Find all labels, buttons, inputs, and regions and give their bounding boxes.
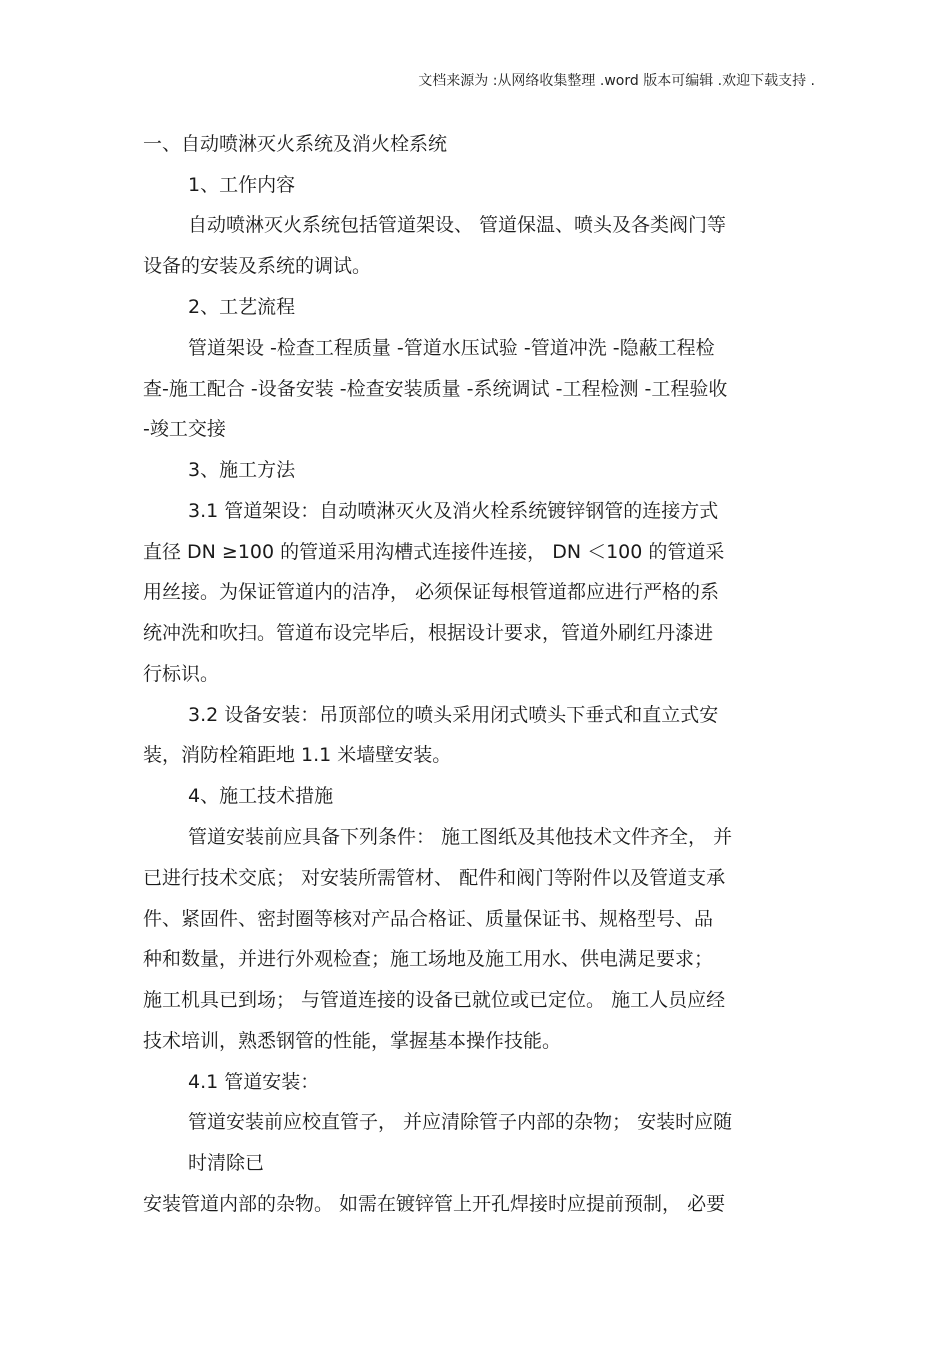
paragraph-line: 3.1 管道架设：自动喷淋灭火及消火栓系统镀锌钢管的连接方式 <box>188 500 719 522</box>
subsection-heading: 1、工作内容 <box>188 174 296 196</box>
paragraph-line: 时清除已 <box>188 1152 265 1174</box>
subsection-heading: 2、工艺流程 <box>188 296 296 318</box>
paragraph-line: 直径 DN ≥100 的管道采用沟槽式连接件连接， DN ＜100 的管道采 <box>143 541 725 563</box>
paragraph-line: 自动喷淋灭火系统包括管道架设、 管道保温、喷头及各类阀门等 <box>188 214 727 236</box>
subsection-heading: 3、施工方法 <box>188 459 296 481</box>
paragraph-line: 管道架设 -检查工程质量 -管道水压试验 -管道冲洗 -隐蔽工程检 <box>188 337 715 359</box>
paragraph-line: 3.2 设备安装：吊顶部位的喷头采用闭式喷头下垂式和直立式安 <box>188 704 719 726</box>
page-header-note: 文档来源为 :从网络收集整理 .word 版本可编辑 .欢迎下载支持 . <box>418 73 815 89</box>
paragraph-line: 施工机具已到场； 与管道连接的设备已就位或已定位。 施工人员应经 <box>143 989 726 1011</box>
paragraph-line: 件、紧固件、密封圈等核对产品合格证、质量保证书、规格型号、品 <box>143 908 714 930</box>
paragraph-line: 设备的安装及系统的调试。 <box>143 255 372 277</box>
paragraph-line: 种和数量，并进行外观检查；施工场地及施工用水、供电满足要求； <box>143 948 714 970</box>
paragraph-line: 行标识。 <box>143 663 220 685</box>
paragraph-line: -竣工交接 <box>143 418 226 440</box>
paragraph-line: 统冲洗和吹扫。管道布设完毕后，根据设计要求，管道外刷红丹漆进 <box>143 622 714 644</box>
paragraph-line: 查-施工配合 -设备安装 -检查安装质量 -系统调试 -工程检测 -工程验收 <box>143 378 728 400</box>
paragraph-line: 装，消防栓箱距地 1.1 米墙壁安装。 <box>143 744 452 766</box>
subsection-heading: 4.1 管道安装： <box>188 1071 320 1093</box>
paragraph-line: 已进行技术交底； 对安装所需管材、 配件和阀门等附件以及管道支承 <box>143 867 726 889</box>
paragraph-line: 管道安装前应具备下列条件： 施工图纸及其他技术文件齐全， 并 <box>188 826 733 848</box>
paragraph-line: 管道安装前应校直管子， 并应清除管子内部的杂物； 安装时应随 <box>188 1111 733 1133</box>
subsection-heading: 4、施工技术措施 <box>188 785 334 807</box>
paragraph-line: 用丝接。为保证管道内的洁净， 必须保证每根管道都应进行严格的系 <box>143 581 720 603</box>
section-title: 一、自动喷淋灭火系统及消火栓系统 <box>143 133 448 155</box>
paragraph-line: 安装管道内部的杂物。 如需在镀锌管上开孔焊接时应提前预制， 必要 <box>143 1193 726 1215</box>
paragraph-line: 技术培训，熟悉钢管的性能，掌握基本操作技能。 <box>143 1030 562 1052</box>
